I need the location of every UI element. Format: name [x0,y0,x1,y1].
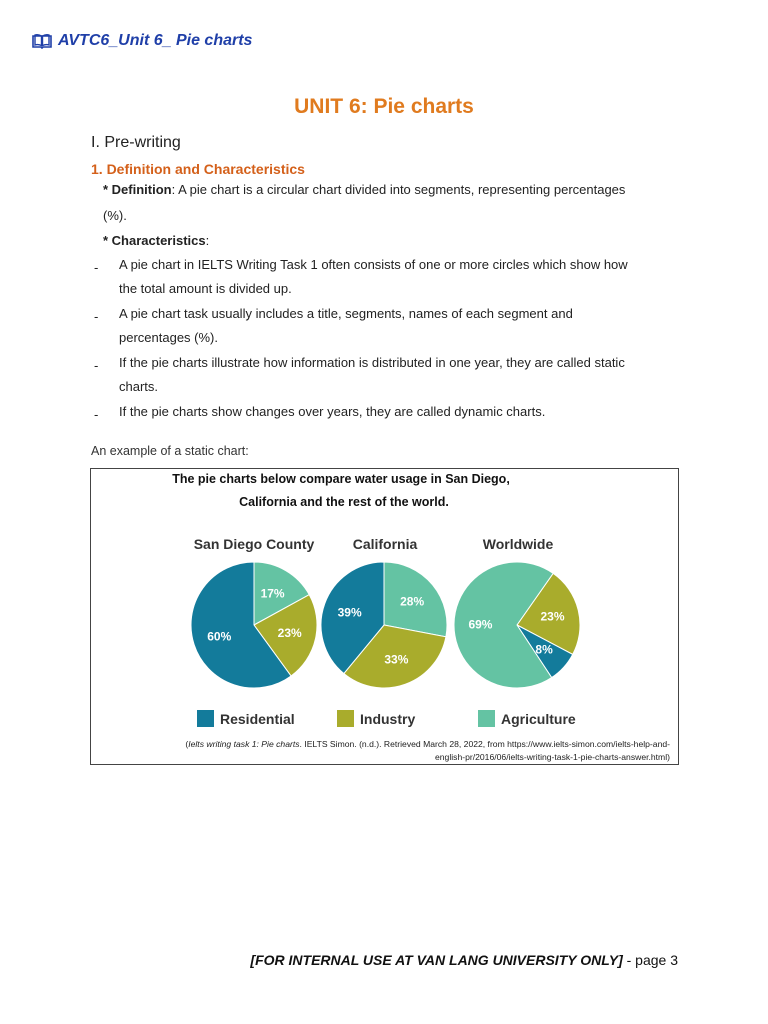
legend-label-residential: Residential [220,710,295,727]
bullet-2-line-2: percentages (%). [119,330,218,345]
pie-label-agriculture: 28% [400,594,425,609]
page-footer [250,952,678,968]
legend-label-industry: Industry [360,710,416,727]
bullet-1-line-1: A pie chart in IELTS Writing Task 1 often consists of one or more circles which show how [119,257,628,272]
pie-label-residential: 8% [535,642,553,657]
characteristics-label: * Characteristics [103,233,206,248]
bullet-dash: - [94,407,99,422]
book-icon [32,33,52,49]
page-number: - page 3 [622,952,678,968]
pie-label-residential: 60% [207,629,232,644]
legend-industry [337,710,415,727]
legend-swatch-residential [197,710,214,727]
pie-charts [91,557,680,697]
bullet-dash: - [94,260,99,275]
pie-label-agriculture: 17% [260,586,285,601]
pie-label-industry: 23% [540,609,565,624]
bullet-1-line-2: the total amount is divided up. [119,281,292,296]
definition-text: : A pie chart is a circular chart divided into segments, representing percentages [171,182,626,197]
legend-swatch-industry [337,710,354,727]
example-label: An example of a static chart: [91,444,249,458]
bullet-dash: - [94,309,99,324]
bullet-3-line-2: charts. [119,379,159,394]
citation-line-1: (Ielts writing task 1: Pie charts. IELTS Simon. (n.d.). Retrieved March 28, 2022, from https://www.ielts-simon.com/ielts-help-and- [185,739,670,749]
pie-label-residential: 39% [337,605,362,620]
legend-swatch-agriculture [478,710,495,727]
pie-label-agriculture: 69% [468,617,493,632]
bullet-3-line-1: If the pie charts illustrate how information is distributed in one year, they are called static [119,355,625,370]
characteristics-heading: * Characteristics: [103,233,210,248]
pie-title-california: California [352,536,418,552]
definition-label: * Definition [103,182,172,197]
pie-title-san-diego: San Diego County [193,536,315,552]
legend-agriculture [478,710,576,727]
document-header [32,32,252,50]
figure-title-line-1: The pie charts below compare water usage in San Diego, [172,472,510,486]
footer-notice: [FOR INTERNAL USE AT VAN LANG UNIVERSITY ONLY] [250,952,623,968]
pie-label-industry: 33% [384,652,409,667]
pie-chart-figure [90,468,679,765]
definition-line-2: (%). [103,208,127,223]
bullet-4-line-1: If the pie charts show changes over years, they are called dynamic charts. [119,404,546,419]
section-heading: I. Pre-writing [91,134,181,151]
bullet-2-line-1: A pie chart task usually includes a title, segments, names of each segment and [119,306,573,321]
subsection-heading: 1. Definition and Characteristics [91,161,305,177]
definition-line-1 [103,178,625,203]
pie-label-industry: 23% [277,625,302,640]
header-title: AVTC6_Unit 6_ Pie charts [58,32,253,49]
legend-label-agriculture: Agriculture [501,710,576,727]
citation-line-2: english-pr/2016/06/ielts-writing-task-1-pie-charts-answer.html) [435,752,670,762]
unit-title: UNIT 6: Pie charts [294,95,474,118]
figure-title-line-2: California and the rest of the world. [239,495,449,509]
bullet-dash: - [94,358,99,373]
legend-residential [197,710,295,727]
pie-title-worldwide: Worldwide [482,536,554,552]
